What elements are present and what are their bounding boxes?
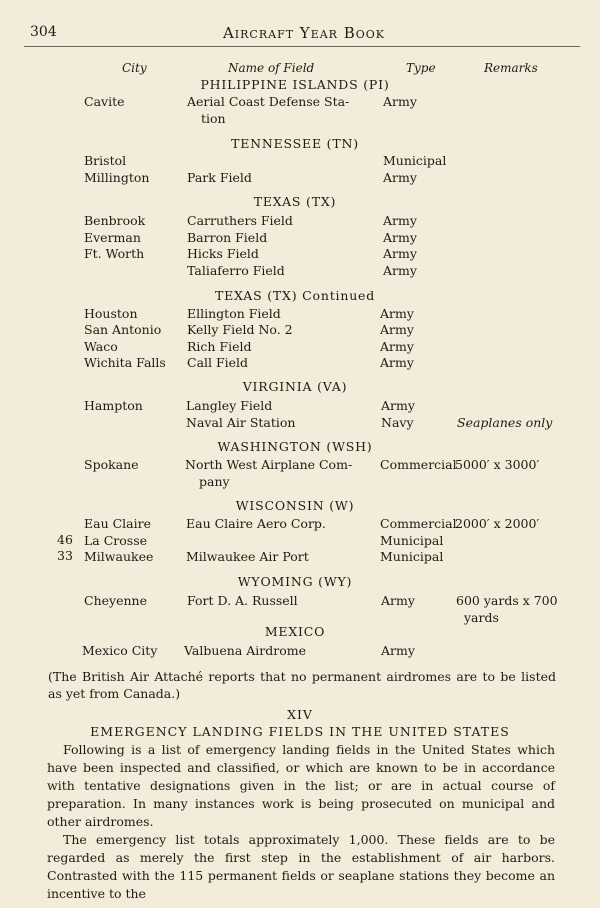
page-number: 304 bbox=[30, 24, 57, 40]
column-header-type: Type bbox=[406, 61, 436, 75]
section-title: EMERGENCY LANDING FIELDS IN THE UNITED STATES bbox=[90, 724, 510, 739]
header-rule bbox=[24, 46, 580, 47]
type-cell: Army bbox=[380, 339, 414, 354]
field-name-cell: Milwaukee Air Port bbox=[186, 549, 309, 564]
field-name-cell: Langley Field bbox=[186, 398, 273, 413]
section-body bbox=[47, 741, 555, 903]
paragraph: The emergency list totals approximately 1,000. These fields are to be regarded as merely the first step in the establishment of air harbors. Contrasted with the 115 permanent fields or seaplane stations they become an incentive to the bbox=[47, 832, 555, 901]
canada-note bbox=[48, 668, 556, 702]
type-cell: Commercial bbox=[380, 516, 457, 531]
city-cell: Milwaukee bbox=[84, 549, 154, 564]
city-cell: Ft. Worth bbox=[84, 246, 145, 261]
city-cell: La Crosse bbox=[84, 533, 148, 548]
type-cell: Army bbox=[383, 246, 417, 261]
state-heading-texas: TEXAS (TX) bbox=[253, 194, 337, 209]
state-heading-washington: WASHINGTON (WSH) bbox=[217, 439, 373, 454]
state-heading-wisconsin: WISCONSIN (W) bbox=[235, 498, 355, 513]
field-name-cell: Park Field bbox=[187, 170, 252, 185]
field-name-cell: Naval Air Station bbox=[186, 415, 296, 430]
column-header-city: City bbox=[122, 61, 147, 75]
section-number: XIV bbox=[287, 707, 313, 722]
type-cell: Municipal bbox=[383, 153, 447, 168]
city-cell: Wichita Falls bbox=[84, 355, 166, 370]
field-name-cell: Carruthers Field bbox=[187, 213, 293, 228]
type-cell: Army bbox=[380, 322, 414, 337]
field-name-continuation: tion bbox=[201, 111, 226, 126]
type-cell: Army bbox=[383, 94, 417, 109]
field-name-cell: Valbuena Airdrome bbox=[184, 643, 307, 658]
map-number: 46 bbox=[57, 532, 73, 547]
type-cell: Army bbox=[383, 170, 417, 185]
state-heading-texas-continued: TEXAS (TX) Continued bbox=[214, 288, 376, 303]
remarks-cell: 600 yards x 700 bbox=[456, 593, 558, 608]
city-cell: Eau Claire bbox=[84, 516, 151, 531]
field-name-cell: Hicks Field bbox=[187, 246, 259, 261]
field-name-cell: Fort D. A. Russell bbox=[187, 593, 298, 608]
type-cell: Army bbox=[380, 306, 414, 321]
type-cell: Army bbox=[383, 230, 417, 245]
type-cell: Army bbox=[380, 355, 414, 370]
type-cell: Municipal bbox=[380, 533, 444, 548]
state-heading-virginia: VIRGINIA (VA) bbox=[242, 379, 348, 394]
city-cell: Houston bbox=[84, 306, 138, 321]
map-number: 33 bbox=[57, 548, 73, 563]
state-heading-wyoming: WYOMING (WY) bbox=[237, 574, 353, 589]
field-name-cell: Ellington Field bbox=[187, 306, 281, 321]
city-cell: Mexico City bbox=[82, 643, 158, 658]
remarks-cell: 5000′ x 3000′ bbox=[455, 457, 540, 472]
state-heading-mexico: MEXICO bbox=[264, 624, 326, 639]
city-cell: Cheyenne bbox=[84, 593, 147, 608]
remarks-cell: 2000′ x 2000′ bbox=[455, 516, 540, 531]
city-cell: Hampton bbox=[84, 398, 143, 413]
state-heading-philippines: PHILIPPINE ISLANDS (PI) bbox=[200, 77, 390, 92]
type-cell: Army bbox=[381, 398, 415, 413]
type-cell: Army bbox=[381, 593, 415, 608]
field-name-cell: Taliaferro Field bbox=[187, 263, 285, 278]
paragraph: Following is a list of emergency landing fields in the United States which have been inspected and classified, or which are known to be in accordance with tentative designations given in the list; or are in actual course of preparation. In many instances work is being prosecuted on municipal and other airdromes. bbox=[47, 742, 555, 829]
type-cell: Navy bbox=[381, 415, 414, 430]
column-header-remarks: Remarks bbox=[484, 61, 538, 75]
field-name-cell: Aerial Coast Defense Sta- bbox=[187, 94, 350, 109]
type-cell: Army bbox=[381, 643, 415, 658]
city-cell: Everman bbox=[84, 230, 141, 245]
city-cell: Benbrook bbox=[84, 213, 146, 228]
state-heading-tennessee: TENNESSEE (TN) bbox=[231, 136, 359, 151]
city-cell: Millington bbox=[84, 170, 150, 185]
type-cell: Commercial bbox=[380, 457, 457, 472]
city-cell: San Antonio bbox=[84, 322, 162, 337]
running-title: Aircraft Year Book bbox=[222, 24, 386, 42]
field-name-cell: Kelly Field No. 2 bbox=[187, 322, 293, 337]
city-cell: Cavite bbox=[84, 94, 125, 109]
type-cell: Army bbox=[383, 263, 417, 278]
type-cell: Municipal bbox=[380, 549, 444, 564]
field-name-cell: North West Airplane Com- bbox=[185, 457, 353, 472]
remarks-cell: Seaplanes only bbox=[457, 415, 553, 430]
field-name-cell: Rich Field bbox=[187, 339, 252, 354]
remarks-continuation: yards bbox=[464, 610, 499, 625]
note-text: (The British Air Attaché reports that no permanent airdromes are to be listed as yet from Canada.) bbox=[48, 669, 556, 701]
city-cell: Spokane bbox=[84, 457, 139, 472]
field-name-cell: Call Field bbox=[187, 355, 249, 370]
field-name-cell: Barron Field bbox=[187, 230, 268, 245]
city-cell: Bristol bbox=[84, 153, 127, 168]
field-name-continuation: pany bbox=[199, 474, 230, 489]
type-cell: Army bbox=[383, 213, 417, 228]
city-cell: Waco bbox=[84, 339, 118, 354]
field-name-cell: Eau Claire Aero Corp. bbox=[186, 516, 326, 531]
column-header-name: Name of Field bbox=[228, 61, 315, 75]
